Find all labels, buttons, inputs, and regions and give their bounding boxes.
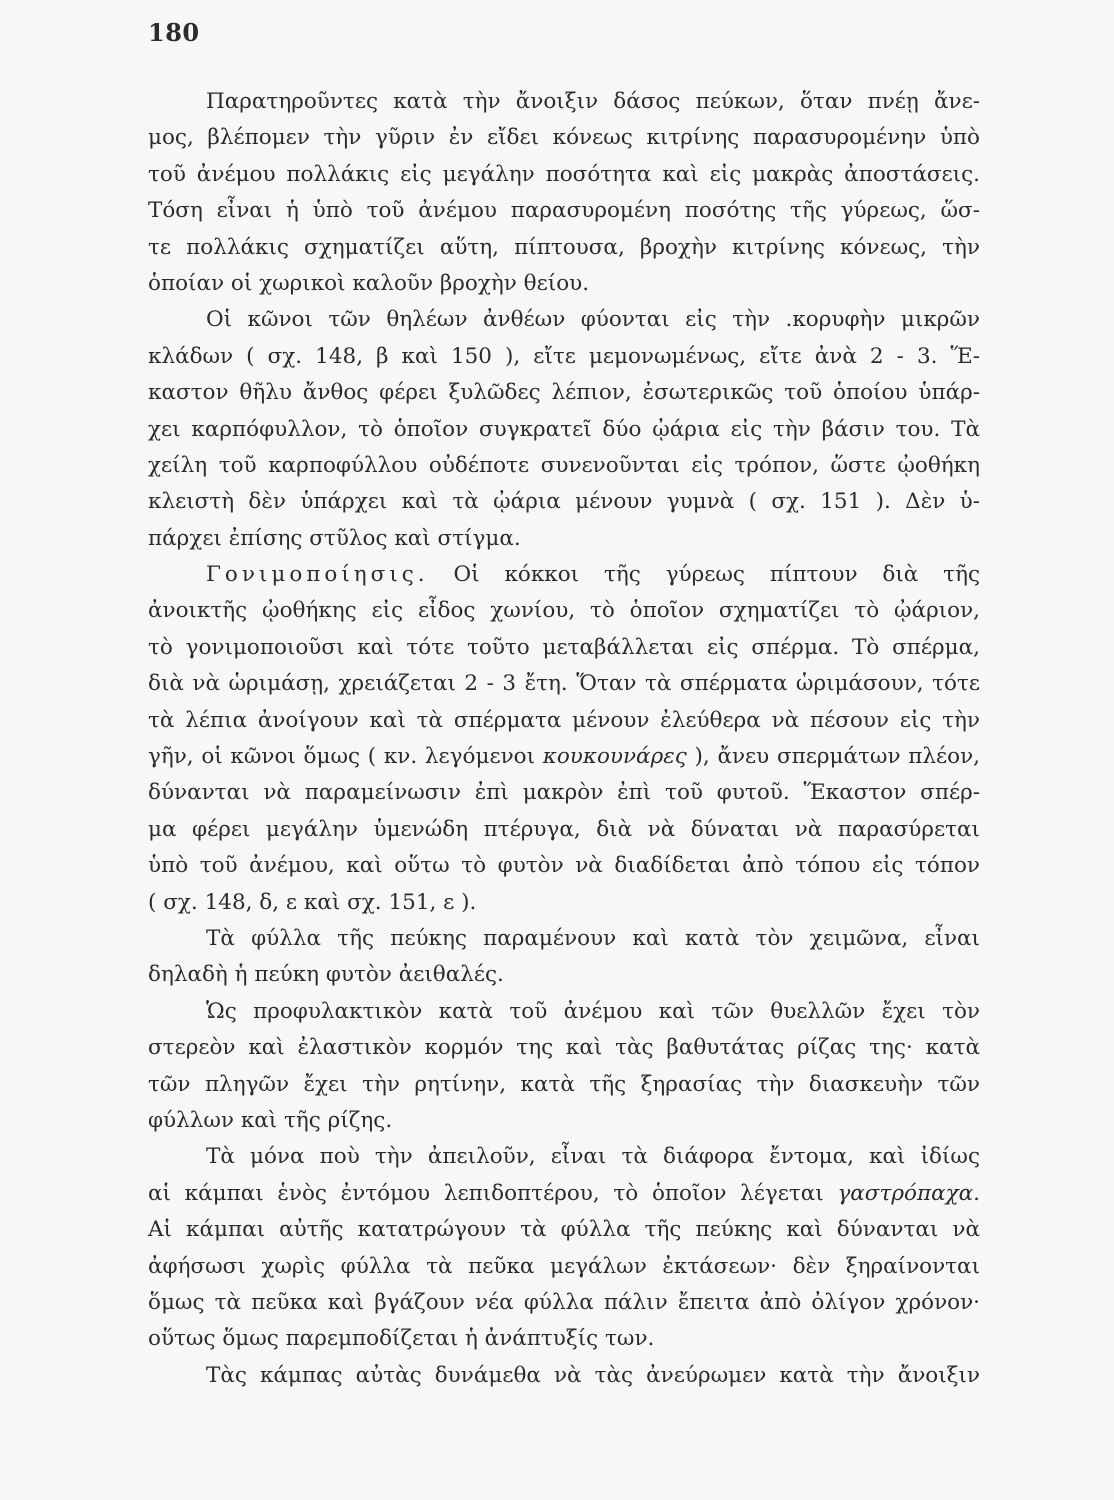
text-line [148,775,980,811]
line-text: χείλη τοῦ καρποφύλλου οὐδέποτε συνενοῦνται εἰς τρόπον, ὥστε ᾠοθήκη [148,452,980,478]
text-line [148,812,980,848]
text-line [148,1249,980,1285]
line-text: Τὰς κάμπας αὐτὰς δυνάμεθα νὰ τὰς ἀνεύρωμεν κατὰ τὴν ἄνοιξιν [206,1362,980,1388]
line-text: κλειστὴ δὲν ὑπάρχει καὶ τὰ ᾠάρια μένουν γυμνὰ ( σχ. 151 ). Δὲν ὑ- [148,489,980,515]
text-line [148,1030,980,1066]
text-line [148,994,980,1030]
line-text: διὰ νὰ ὡριμάσῃ, χρειάζεται 2 - 3 ἔτη. Ὅταν τὰ σπέρματα ὡριμάσουν, τότε [148,671,980,697]
text-line [148,848,980,884]
text-line [148,230,980,266]
line-text: Οἱ κόκκοι τῆς γύρεως πίπτουν διὰ τῆς [428,562,980,588]
text-line [148,630,980,666]
line-text: γῆν, οἱ κῶνοι ὅμως ( κν. λεγόμενοι [148,744,543,770]
page-number: 180 [148,18,200,47]
line-text: ( σχ. 148, δ, ε καὶ σχ. 151, ε ). [148,889,477,915]
line-text: ὅμως τὰ πεῦκα καὶ βγάζουν νέα φύλλα πάλιν ἔπειτα ἀπὸ ὀλίγον χρόνον· [148,1289,980,1315]
line-text: τε πολλάκις σχηματίζει αὕτη, πίπτουσα, βροχὴν κιτρίνης κόνεως, τὴν [148,234,980,260]
text-line [148,1067,980,1103]
line-text: τῶν πληγῶν ἔχει τὴν ρητίνην, κατὰ τῆς ξηρασίας τὴν διασκευὴν τῶν [148,1071,980,1097]
line-text: Οἱ κῶνοι τῶν θηλέων ἀνθέων φύονται εἰς τὴν .κορυφὴν μικρῶν [206,307,980,333]
line-text: Τὰ φύλλα τῆς πεύκης παραμένουν καὶ κατὰ τὸν χειμῶνα, εἶναι [206,925,980,951]
line-text: Παρατηροῦντες κατὰ τὴν ἄνοιξιν δάσος πεύκων, ὅταν πνέῃ ἄνε- [206,89,980,114]
text-line [148,1139,980,1175]
line-text: καστον θῆλυ ἄνθος φέρει ξυλῶδες λέπιον, ἐσωτερικῶς τοῦ ὁποίου ὑπάρ- [148,380,980,406]
text-line [148,84,980,120]
line-text: δύνανται νὰ παραμείνωσιν ἐπὶ μακρὸν ἐπὶ τοῦ φυτοῦ. Ἕκαστον σπέρ- [148,780,980,806]
line-text: οὕτως ὅμως παρεμποδίζεται ἡ ἀνάπτυξίς των. [148,1326,655,1352]
line-text: ἀνοικτῆς ᾠοθήκης εἰς εἶδος χωνίου, τὸ ὁποῖον σχηματίζει τὸ ᾠάριον, [148,598,980,624]
text-line [148,193,980,229]
line-text: Αἱ κάμπαι αὐτῆς κατατρώγουν τὰ φύλλα τῆς πεύκης καὶ δύνανται νὰ [148,1217,980,1243]
line-text: χει καρπόφυλλον, τὸ ὁποῖον συγκρατεῖ δύο ᾠάρια εἰς τὴν βάσιν του. Τὰ [148,416,980,442]
line-text: Τόση εἶναι ἡ ὑπὸ τοῦ ἀνέμου παρασυρομένη ποσότης τῆς γύρεως, ὥσ- [148,198,980,224]
text-line [148,666,980,702]
line-text: ἀφήσωσι χωρὶς φύλλα τὰ πεῦκα μεγάλων ἐκτάσεων· δὲν ξηραίνονται [148,1253,980,1279]
text-line [148,1285,980,1321]
line-text: ὑπὸ τοῦ ἀνέμου, καὶ οὕτω τὸ φυτὸν νὰ διαδίδεται ἀπὸ τόπου εἰς τόπον [148,853,980,879]
text-line [148,557,980,593]
body-text [148,84,980,1394]
line-text: τὸ γονιμοποιοῦσι καὶ τότε τοῦτο μεταβάλλεται εἰς σπέρμα. Τὸ σπέρμα, [148,634,980,660]
text-line [148,1358,980,1394]
line-text: τὰ λέπια ἀνοίγουν καὶ τὰ σπέρματα μένουν ἐλεύθερα νὰ πέσουν εἰς τὴν [148,707,980,733]
text-line [148,266,980,302]
line-text: δηλαδὴ ἡ πεύκη φυτὸν ἀειθαλές. [148,962,504,988]
italic-term: κουκουνάρες [542,744,687,770]
line-text: στερεὸν καὶ ἐλαστικὸν κορμόν της καὶ τὰς βαθυτάτας ρίζας της· κατὰ [148,1035,980,1061]
text-line [148,1103,980,1139]
text-line [148,1321,980,1357]
text-line [148,339,980,375]
text-line [148,1176,980,1212]
text-line [148,739,980,775]
text-line [148,703,980,739]
line-text: μος, βλέπομεν τὴν γῦριν ἐν εἴδει κόνεως κιτρίνης παρασυρομένην ὑπὸ [148,125,980,151]
line-text: μα φέρει μεγάλην ὑμενώδη πτέρυγα, διὰ νὰ δύναται νὰ παρασύρεται [148,816,980,842]
line-text: ), ἄνευ σπερμάτων πλέον, [686,744,980,770]
text-line [148,593,980,629]
text-line [148,120,980,156]
line-text: Ὡς προφυλακτικὸν κατὰ τοῦ ἀνέμου καὶ τῶν θυελλῶν ἔχει τὸν [206,998,980,1024]
text-line [148,157,980,193]
text-line [148,885,980,921]
text-line [148,412,980,448]
text-line [148,957,980,993]
text-line [148,521,980,557]
section-heading: Γονιμοποίησις. [206,562,429,588]
text-line [148,921,980,957]
text-line [148,1212,980,1248]
line-text: ὁποίαν οἱ χωρικοὶ καλοῦν βροχὴν θείου. [148,270,590,296]
text-line [148,448,980,484]
line-text: πάρχει ἐπίσης στῦλος καὶ στίγμα. [148,525,521,551]
text-line [148,484,980,520]
line-text: αἱ κάμπαι ἑνὸς ἐντόμου λεπιδοπτέρου, τὸ ὁποῖον λέγεται [148,1180,838,1206]
text-line [148,302,980,338]
text-line [148,375,980,411]
line-text: τοῦ ἀνέμου πολλάκις εἰς μεγάλην ποσότητα καὶ εἰς μακρὰς ἀποστάσεις. [148,161,980,187]
line-text: κλάδων ( σχ. 148, β καὶ 150 ), εἴτε μεμονωμένως, εἴτε ἀνὰ 2 - 3. Ἕ- [148,343,980,369]
line-text: φύλλων καὶ τῆς ρίζης. [148,1107,393,1133]
italic-term: γαστρόπαχα. [837,1180,980,1206]
line-text: Τὰ μόνα ποὺ τὴν ἀπειλοῦν, εἶναι τὰ διάφορα ἔντομα, καὶ ἰδίως [206,1144,980,1170]
